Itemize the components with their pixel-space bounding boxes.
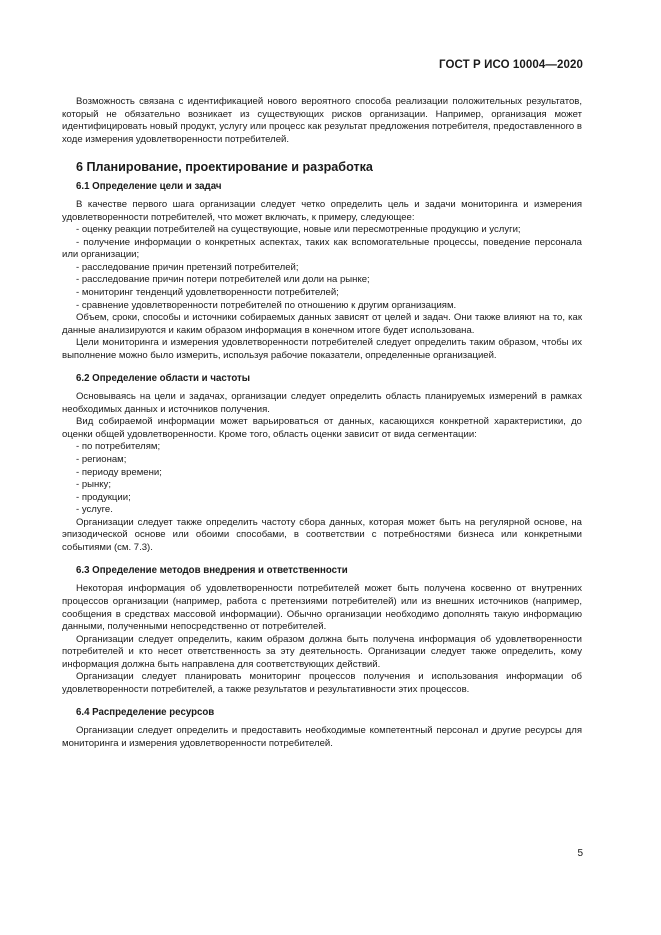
list-item: - мониторинг тенденций удовлетворенности потребителей; — [76, 287, 339, 299]
list-item: - расследование причин претензий потребителей; — [76, 261, 299, 273]
list-item: - продукции; — [76, 491, 131, 503]
section-6-4-heading: 6.4 Распределение ресурсов — [76, 707, 215, 719]
section-6-1-paragraph-3: Цели мониторинга и измерения удовлетворенности потребителей следует определить таким образом, чтобы их выполнение можно было измерить, используя рабочие показатели, определенные организацией. — [62, 337, 582, 361]
section-6-1-paragraph-2: Объем, сроки, способы и источники собираемых данных зависят от целей и задач. Они также влияют на то, как данные анализируются и каким образом информация в конечном итоге будет использована. — [62, 312, 582, 336]
section-6-2-paragraph-2: Вид собираемой информации может варьироваться от данных, касающихся конкретной характеристики, до оценки общей удовлетворенности. Кроме того, область оценки зависит от вида сегментации: — [62, 416, 582, 440]
document-body — [62, 96, 582, 750]
section-6-2-heading: 6.2 Определение области и частоты — [76, 373, 251, 385]
section-6-1-heading: 6.1 Определение цели и задач — [76, 181, 222, 193]
list-item: - сравнение удовлетворенности потребителей по отношению к другим организациям. — [76, 299, 457, 311]
section-6-4-paragraph-1: Организации следует определить и предоставить необходимые компетентный персонал и другие ресурсы для мониторинга и измерения удовлетворенности потребителей. — [62, 725, 582, 749]
list-item: - по потребителям; — [76, 441, 161, 453]
section-6-3-paragraph-1: Некоторая информация об удовлетворенности потребителей может быть получена косвенно от внутренних процессов организации (например, работа с претензиями потребителей) или из внешних источников (например, сообщения в средствах массовой информации). Обычно организации необходимо дополнять такую информацию данными, полученными непосредственно от потребителей. — [62, 583, 582, 633]
list-item: - услуге. — [76, 504, 113, 516]
list-item: - оценку реакции потребителей на существующие, новые или пересмотренные продукцию и услуги; — [76, 224, 521, 236]
document-code: ГОСТ Р ИСО 10004—2020 — [438, 59, 583, 71]
list-item: - периоду времени; — [76, 466, 162, 478]
section-6-heading: 6 Планирование, проектирование и разработка — [76, 160, 373, 175]
list-item: - расследование причин потери потребителей или доли на рынке; — [76, 274, 370, 286]
section-6-2-paragraph-3: Организации следует также определить частоту сбора данных, которая может быть на регулярной основе, на эпизодической основе или обоими способами, в соответствии с потребностями бизнеса или конкретными событиями (см. 7.3). — [62, 516, 582, 553]
section-6-3-heading: 6.3 Определение методов внедрения и ответственности — [76, 565, 348, 577]
list-item: - получение информации о конкретных аспектах, таких как вспомогательные процессы, поведение персонала или организации; — [62, 236, 582, 261]
section-6-1-paragraph-1: В качестве первого шага организации следует четко определить цель и задачи мониторинга и измерения удовлетворенности потребителей, что может включать, к примеру, следующее: — [62, 199, 582, 223]
intro-paragraph: Возможность связана с идентификацией нового вероятного способа реализации положительных результатов, который не обязательно возникает из существующих рисков организации. Например, организация может идентифицировать новый продукт, услугу или процесс как результат предложения потребителя, предоставленного в ходе измерения удовлетворенности потребителей. — [62, 96, 582, 145]
list-item: - регионам; — [76, 454, 127, 466]
page-number: 5 — [577, 848, 583, 859]
section-6-3-paragraph-2: Организации следует определить, каким образом должна быть получена информация об удовлетворенности потребителей и кто несет ответственность за эту деятельность. Организации следует также определить, кому информация должна быть направлена для соответствующих действий. — [62, 633, 582, 670]
section-6-2-paragraph-1: Основываясь на цели и задачах, организации следует определить область планируемых измерений в рамках необходимых данных и источников получения. — [62, 391, 582, 415]
section-6-3-paragraph-3: Организации следует планировать мониторинг процессов получения и использования информации об удовлетворенности потребителей, а также результатов и результативности этих процессов. — [62, 671, 582, 695]
list-item: - рынку; — [76, 479, 111, 491]
